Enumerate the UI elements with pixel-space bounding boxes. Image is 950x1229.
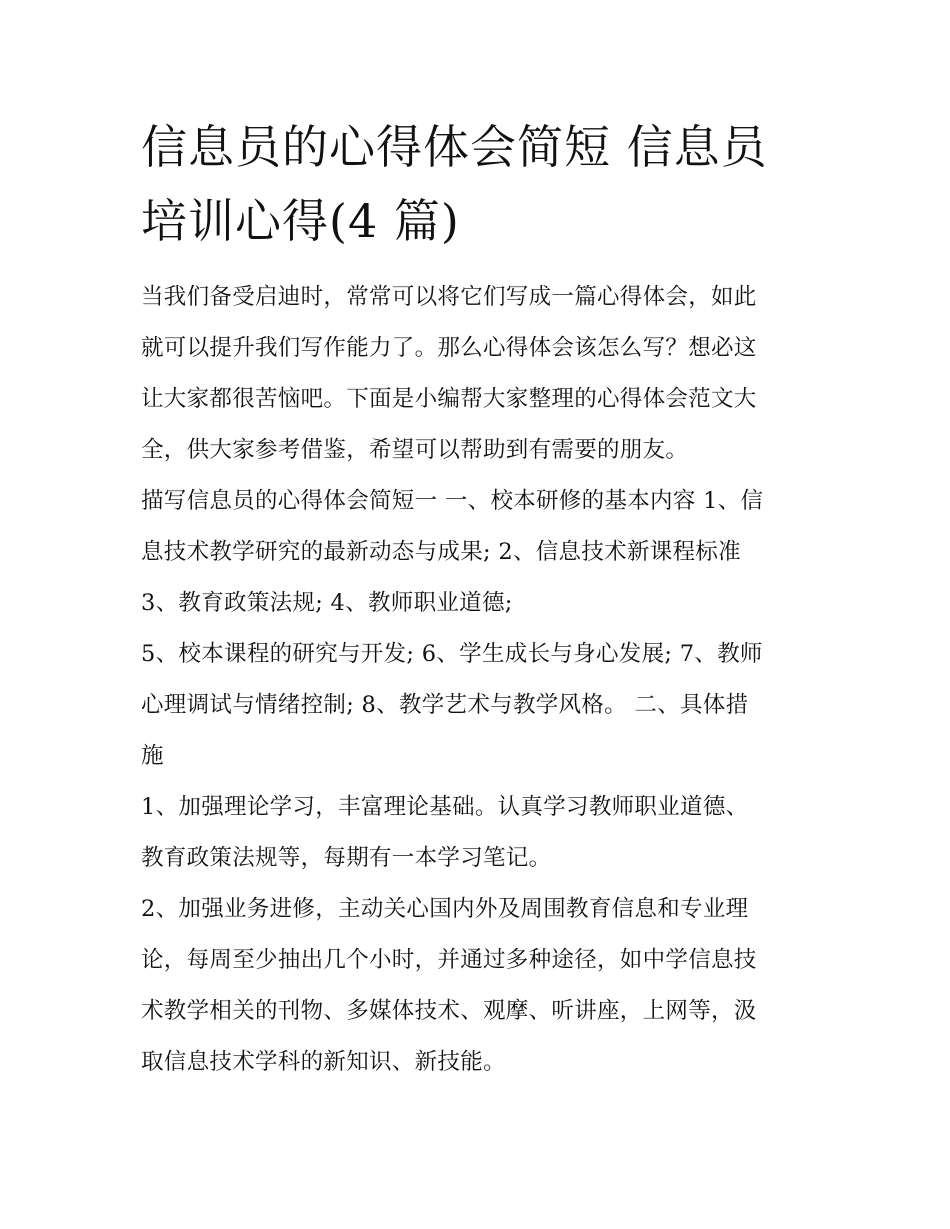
text-line: 5、校本课程的研究与开发; 6、学生成长与身心发展; 7、教师: [141, 641, 763, 667]
text-line: 教育政策法规等，每期有一本学习笔记。: [141, 845, 552, 871]
document-page: [141, 110, 821, 1088]
text-line: 心理调试与情绪控制; 8、教学艺术与教学风格。 二、具体措: [141, 692, 749, 718]
text-line: 取信息技术学科的新知识、新技能。: [141, 1049, 506, 1075]
text-line: 施: [141, 743, 164, 769]
text-line: 2、加强业务进修，主动关心国内外及周围教育信息和专业理: [141, 896, 749, 922]
text-line: 1、加强理论学习，丰富理论基础。认真学习教师职业道德、: [141, 794, 749, 820]
text-line: 术教学相关的刊物、多媒体技术、观摩、听讲座，上网等，汲: [141, 998, 757, 1024]
content-items-3-4-paragraph: [141, 578, 821, 629]
text-line: 3、教育政策法规; 4、教师职业道德;: [141, 590, 513, 616]
text-line: 就可以提升我们写作能力了。那么心得体会该怎么写？想必这: [141, 335, 757, 361]
text-line: 描写信息员的心得体会简短一 一、校本研修的基本内容 1、信: [141, 488, 764, 514]
text-line: 当我们备受启迪时，常常可以将它们写成一篇心得体会，如此: [141, 284, 757, 310]
text-line: 论，每周至少抽出几个小时，并通过多种途径，如中学信息技: [141, 947, 757, 973]
measure-2-paragraph: [141, 884, 821, 1088]
text-line: 全，供大家参考借鉴，希望可以帮助到有需要的朋友。: [141, 437, 689, 463]
section-one-paragraph: [141, 476, 821, 578]
text-line: 息技术教学研究的最新动态与成果; 2、信息技术新课程标准: [141, 539, 741, 565]
content-items-5-8-paragraph: [141, 629, 821, 782]
document-title-line-1: 信息员的心得体会简短 信息员: [141, 120, 768, 174]
measure-1-paragraph: [141, 782, 821, 884]
intro-paragraph: [141, 272, 821, 476]
document-title-line-2: 培训心得(4 篇): [141, 194, 460, 248]
text-line: 让大家都很苦恼吧。下面是小编帮大家整理的心得体会范文大: [141, 386, 757, 412]
document-title: [141, 110, 821, 258]
